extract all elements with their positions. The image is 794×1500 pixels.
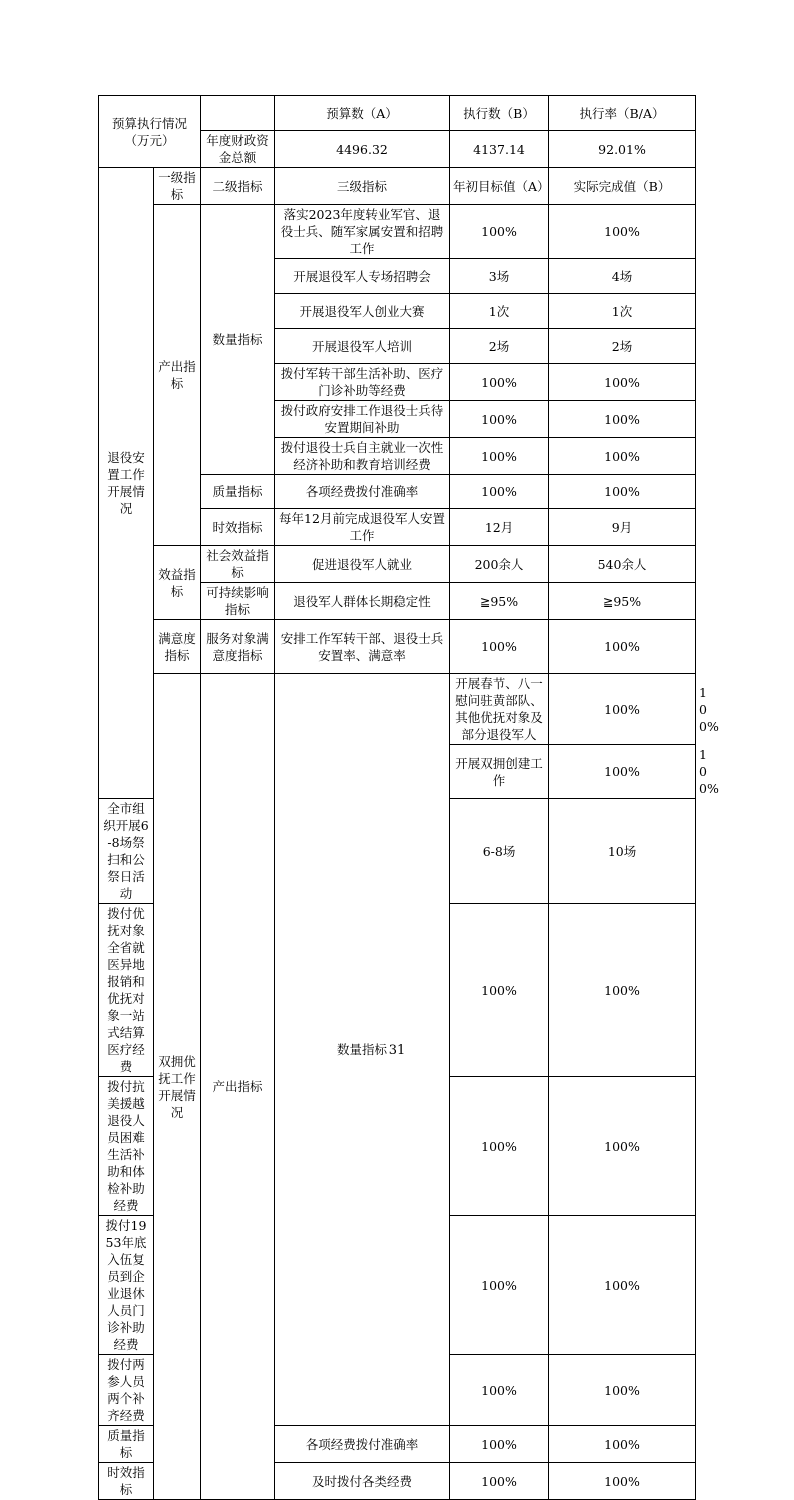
level2-quality: 质量指标 (99, 1426, 154, 1463)
actual-value: ≧95% (549, 583, 696, 620)
level2-quantity: 数量指标 (201, 205, 275, 475)
level2-quality: 质量指标 (201, 475, 275, 509)
target-value: 100% (549, 674, 696, 745)
header-level3: 三级指标 (275, 168, 450, 205)
target-value: 200余人 (450, 546, 549, 583)
target-value: 1次 (450, 294, 549, 329)
indicator: 开展退役军人培训 (275, 329, 450, 364)
level1-output: 产出指标 (154, 205, 201, 546)
actual-value: 100% (549, 1426, 696, 1463)
indicator: 各项经费拨付准确率 (275, 475, 450, 509)
level2-timeliness: 时效指标 (99, 1463, 154, 1500)
actual-value: 100% (549, 401, 696, 438)
target-value: 100% (450, 205, 549, 259)
indicator: 及时拨付各类经费 (275, 1463, 450, 1500)
actual-value: 10场 (549, 799, 696, 904)
header-level2: 二级指标 (201, 168, 275, 205)
level1-benefit: 效益指标 (154, 546, 201, 620)
indicator: 全市组织开展6-8场祭扫和公祭日活动 (99, 799, 154, 904)
actual-value: 100% (549, 438, 696, 475)
header-level1: 一级指标 (154, 168, 201, 205)
indicator: 退役军人群体长期稳定性 (275, 583, 450, 620)
actual-value: 100% (549, 364, 696, 401)
target-value: 100% (450, 620, 549, 674)
target-value: 100% (450, 364, 549, 401)
budget-header: 预算数（A） (275, 96, 450, 131)
target-value: 3场 (450, 259, 549, 294)
page-number: 31 (388, 1043, 406, 1058)
indicator: 拨付1953年底入伍复员到企业退休人员门诊补助经费 (99, 1216, 154, 1355)
indicator: 拨付优抚对象全省就医异地报销和优抚对象一站式结算医疗经费 (99, 904, 154, 1077)
level1-satisfaction: 满意度指标 (154, 620, 201, 674)
rate-header: 执行率（B/A） (549, 96, 696, 131)
level2-social: 社会效益指标 (201, 546, 275, 583)
target-value: 2场 (450, 329, 549, 364)
target-value: 100% (450, 904, 549, 1077)
actual-value: 100% (549, 1355, 696, 1426)
budget-value: 4496.32 (275, 131, 450, 168)
level1-output: 产出指标 (201, 674, 275, 1500)
rate-value: 92.01% (549, 131, 696, 168)
fund-total-label: 年度财政资金总额 (201, 131, 275, 168)
indicator: 安排工作军转干部、退役士兵安置率、满意率 (275, 620, 450, 674)
target-value: 100% (450, 475, 549, 509)
target-value: 100% (450, 1216, 549, 1355)
indicator: 促进退役军人就业 (275, 546, 450, 583)
section-name: 双拥优抚工作开展情况 (154, 674, 201, 1500)
exec-header: 执行数（B） (450, 96, 549, 131)
level2-quantity: 数量指标 (275, 674, 450, 1426)
target-value: 100% (549, 745, 696, 799)
target-value: ≧95% (450, 583, 549, 620)
exec-value: 4137.14 (450, 131, 549, 168)
actual-value: 100% (549, 1216, 696, 1355)
indicator: 拨付政府安排工作退役士兵待安置期间补助 (275, 401, 450, 438)
actual-value: 1次 (549, 294, 696, 329)
indicator: 拨付退役士兵自主就业一次性经济补助和教育培训经费 (275, 438, 450, 475)
target-value: 100% (450, 1077, 549, 1216)
indicator: 各项经费拨付准确率 (275, 1426, 450, 1463)
budget-blank-cell (201, 96, 275, 131)
target-value: 100% (450, 1426, 549, 1463)
level2-timeliness: 时效指标 (201, 509, 275, 546)
target-value: 100% (450, 1355, 549, 1426)
indicator: 开展退役军人专场招聘会 (275, 259, 450, 294)
target-value: 100% (450, 438, 549, 475)
level2-sustainability: 可持续影响指标 (201, 583, 275, 620)
actual-value: 9月 (549, 509, 696, 546)
indicator: 开展退役军人创业大赛 (275, 294, 450, 329)
budget-label: 预算执行情况（万元） (99, 96, 201, 168)
actual-value: 4场 (549, 259, 696, 294)
target-value: 100% (450, 1463, 549, 1500)
target-value: 6-8场 (450, 799, 549, 904)
actual-value: 540余人 (549, 546, 696, 583)
indicator: 开展双拥创建工作 (450, 745, 549, 799)
target-value: 12月 (450, 509, 549, 546)
indicator: 拨付两参人员两个补齐经费 (99, 1355, 154, 1426)
actual-value: 2场 (549, 329, 696, 364)
indicator: 每年12月前完成退役军人安置工作 (275, 509, 450, 546)
section-name: 退役安置工作开展情况 (99, 168, 154, 799)
performance-table: 预算执行情况（万元） 预算数（A） 执行数（B） 执行率（B/A） 年度财政资金总额 4496.32 4137.14 92.01% 退役安置工作开展情况 一级指标 二级指标 三级指标 年初目标值（A） 实际完成值（B） 产出指标 数量指标 落实2023年度转业军官、退役士兵、随军家属安置和招聘工作 100% 100% 开展退役军人专场招聘会 3场 4场 开展退役军人创业大赛 1次 1次 开展退役军人培训 2场 2场 拨付军转干部生活补助、医疗门诊补助等经费 100% 100% 拨付政府安排工作退役士兵待安置期间补助 100% 100% 拨付退役士兵自主就业一次性经济补助和教育培训经费 100% 100% 质量指标 各项经费拨付准确率 100% 100% 时效指标 每年12月前完成退役军人安置工作 12月 9月 效益指标 社会效益指标 促进退役军人就业 200余人 540余人 可持续影响指标 退役军人群体长期稳定性 ≧95% ≧95% 满意度指标 服务对象满意度指标 安排工作军转干部、退役士兵安置率、满意率 100% 100% 双拥优抚工作开展情况 产出指标 数量指标 开展春节、八一慰问驻黄部队、其他优抚对象及部分退役军人 100% 100% 开展双拥创建工作 100% 100% 全市组织开展6-8场祭扫和公祭日活动 6-8场 10场 拨付优抚对象全省就医异地报销和优抚对象一站式结算医疗经费 100% 100% 拨付抗美援越退役人员困难生活补助和体检补助经费 100% 100% 拨付1953年底入伍复员到企业退休人员门诊补助经费 100% 100% 拨付两参人员两个补齐经费 100% 100% 质量指标 各项经费拨付准确率 100% 100% 时效指标 及时拨付各类经费 100% 100% (98, 95, 696, 1500)
actual-value: 100% (549, 1463, 696, 1500)
actual-value: 100% (549, 904, 696, 1077)
header-target: 年初目标值（A） (450, 168, 549, 205)
indicator: 拨付抗美援越退役人员困难生活补助和体检补助经费 (99, 1077, 154, 1216)
target-value: 100% (450, 401, 549, 438)
level2-service: 服务对象满意度指标 (201, 620, 275, 674)
indicator: 拨付军转干部生活补助、医疗门诊补助等经费 (275, 364, 450, 401)
actual-value: 100% (549, 205, 696, 259)
header-actual: 实际完成值（B） (549, 168, 696, 205)
indicator: 落实2023年度转业军官、退役士兵、随军家属安置和招聘工作 (275, 205, 450, 259)
actual-value: 100% (549, 620, 696, 674)
indicator: 开展春节、八一慰问驻黄部队、其他优抚对象及部分退役军人 (450, 674, 549, 745)
actual-value: 100% (549, 475, 696, 509)
actual-value: 100% (549, 1077, 696, 1216)
